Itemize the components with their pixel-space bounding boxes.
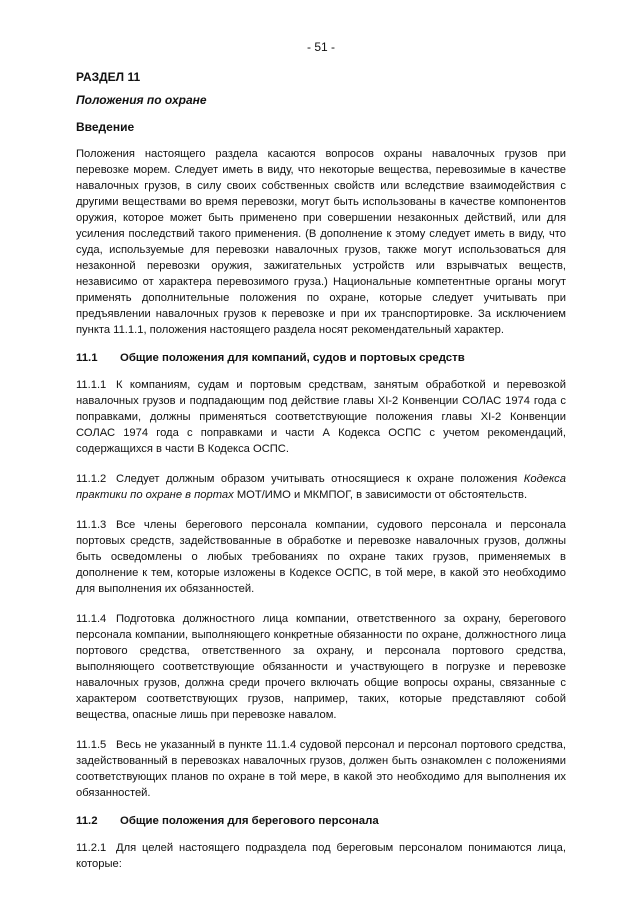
paragraph-text: К компаниям, судам и портовым средствам, занятым обработкой и перевозкой навалочных грузов и подпадающим под действие главы XI-2 Конвенции СОЛАС 1974 года с поправками, должны применяться соответствующие положения главы XI-2 Конвенции СОЛАС 1974 года с поправками и части А Кодекса ОСПС с учетом рекомендаций, содержащихся в части В Кодекса ОСПС.	[76, 379, 566, 455]
paragraph-11-1-1	[76, 377, 566, 457]
paragraph-text: Следует должным образом учитывать относящиеся к охране положения	[116, 473, 524, 485]
paragraph-text: Все члены берегового персонала компании, судового персонала и персонала портовых средств, задействованные в обработке и перевозке навалочных грузов, должны быть осведомлены о любых требованиях по охране таких грузов, применяемых в дополнение к тем, которые изложены в Кодексе ОСПС, в той мере, в какой это необходимо для выполнения их обязанностей.	[76, 519, 566, 595]
paragraph-number: 11.1.3	[76, 519, 107, 531]
subsection-title: Общие положения для компаний, судов и портовых средств	[120, 352, 465, 364]
paragraph-text: Подготовка должностного лица компании, ответственного за охрану, берегового персонала компании, выполняющего конкретные обязанности по охране, должностного лица портового средства, ответственного за охрану, и персонала портового средства, выполняющего соответствующие обязанности и участвующего в погрузке и перевозке навалочных грузов, должна среди прочего включать общие вопросы охраны, связанные с характером соответствующих грузов, например, таких, которые представляют собой вещества, опасные лишь при перевозке навалом.	[76, 613, 566, 721]
subsection-number: 11.2	[76, 815, 98, 827]
paragraph-number: 11.1.2	[76, 473, 107, 485]
intro-heading: Введение	[76, 120, 135, 134]
intro-paragraph: Положения настоящего раздела касаются вопросов охраны навалочных грузов при перевозке морем. Следует иметь в виду, что некоторые вещества, перевозимые в качестве навалочных грузов, в силу своих собственных свойств или вследствие взаимодействия с другими веществами во время перевозки, могут быть использованы в качестве компонентов оружия, которое может быть применено при совершении незаконных действий, или для усиления последствий такого применения. (В дополнение к этому следует иметь в виду, что суда, используемые для перевозки навалочных грузов, также могут использоваться для незаконной перевозки оружия, зажигательных устройств или взрывчатых веществ, независимо от характера перевозимого груза.) Национальные компетентные органы могут применять дополнительные положения по охране, которые следует учитывать при предъявлении навалочных грузов к перевозке и при их транспортировке. За исключением пункта 11.1.1, положения настоящего раздела носят рекомендательный характер.	[76, 148, 566, 336]
document-page	[76, 40, 566, 886]
paragraph-11-2-1	[76, 840, 566, 872]
section-heading: РАЗДЕЛ 11	[76, 70, 141, 84]
paragraph-11-1-4	[76, 611, 566, 723]
paragraph-number: 11.2.1	[76, 842, 107, 854]
paragraph-text: Для целей настоящего подраздела под береговым персоналом понимаются лица, которые:	[76, 842, 566, 870]
paragraph-11-1-3	[76, 517, 566, 597]
paragraph-number: 11.1.5	[76, 739, 107, 751]
paragraph-text-cont: МОТ/ИМО и МКМПОГ, в зависимости от обстоятельств.	[233, 489, 528, 501]
subsection-heading-11-1	[76, 352, 566, 364]
paragraph-11-1-2	[76, 471, 566, 503]
subsection-title: Общие положения для берегового персонала	[120, 815, 379, 827]
section-subtitle: Положения по охране	[76, 93, 207, 107]
subsection-heading-11-2	[76, 815, 566, 827]
page-number: - 51 -	[306, 40, 335, 54]
code-title-italic: Кодекса практики по охране в портах	[76, 473, 566, 501]
subsection-number: 11.1	[76, 352, 98, 364]
paragraph-number: 11.1.1	[76, 379, 107, 391]
paragraph-11-1-5	[76, 737, 566, 801]
paragraph-text: Весь не указанный в пункте 11.1.4 судовой персонал и персонал портового средства, задействованный в перевозках навалочных грузов, должен быть ознакомлен с положениями соответствующих планов по охране в той мере, в какой это необходимо для выполнения их обязанностей.	[76, 739, 566, 799]
paragraph-number: 11.1.4	[76, 613, 107, 625]
